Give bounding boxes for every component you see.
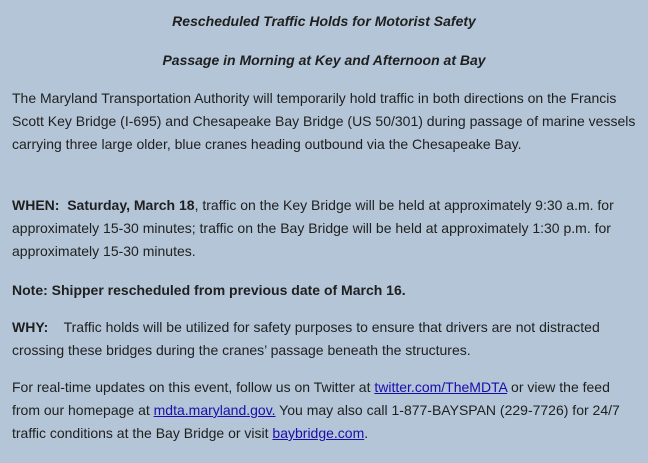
when-text: , traffic on the Key Bridge will be held at approximately 9:30 a.m. for approximately 15-30 minutes; traffic on the Bay Bridge will be held at approximately 1:30 p.m. for approximately 15-30 minutes. — [12, 197, 614, 259]
updates-paragraph — [12, 376, 638, 445]
updates-text-1: For real-time updates on this event, follow us on Twitter at — [12, 379, 375, 395]
updates-text-3: You may also call 1-877-BAYSPAN (229-7726) for 24/7 traffic conditions at the Bay Bridge or visit — [12, 402, 620, 441]
baybridge-link[interactable]: baybridge.com — [272, 425, 365, 441]
updates-text-2: or view the feed from our homepage at — [12, 379, 610, 418]
note-text: Note: Shipper rescheduled from previous date of March 16. — [12, 282, 406, 298]
why-text: Traffic holds will be utilized for safety purposes to ensure that drivers are not distracted crossing these bridges during the cranes’ passage beneath the structures. — [12, 319, 600, 358]
homepage-link[interactable]: mdta.maryland.gov. — [153, 402, 276, 418]
twitter-link[interactable]: twitter.com/TheMDTA — [374, 379, 508, 395]
when-date: Saturday, March 18 — [67, 197, 195, 213]
when-paragraph — [12, 194, 638, 263]
note-paragraph — [12, 279, 638, 302]
notice-subtitle: Passage in Morning at Key and Afternoon at Bay — [162, 52, 486, 68]
intro-paragraph: The Maryland Transportation Authority will temporarily hold traffic in both directions on the Francis Scott Key Bridge (I-695) and Chesapeake Bay Bridge (US 50/301) during passage of marine vessels carrying three large older, blue cranes heading outbound via the Chesapeake Bay. — [12, 90, 636, 152]
notice-title: Rescheduled Traffic Holds for Motorist Safety — [172, 13, 476, 29]
why-label: WHY: — [12, 319, 49, 335]
why-paragraph — [12, 316, 638, 362]
updates-text-4: . — [364, 425, 369, 441]
when-label: WHEN: — [12, 197, 60, 213]
